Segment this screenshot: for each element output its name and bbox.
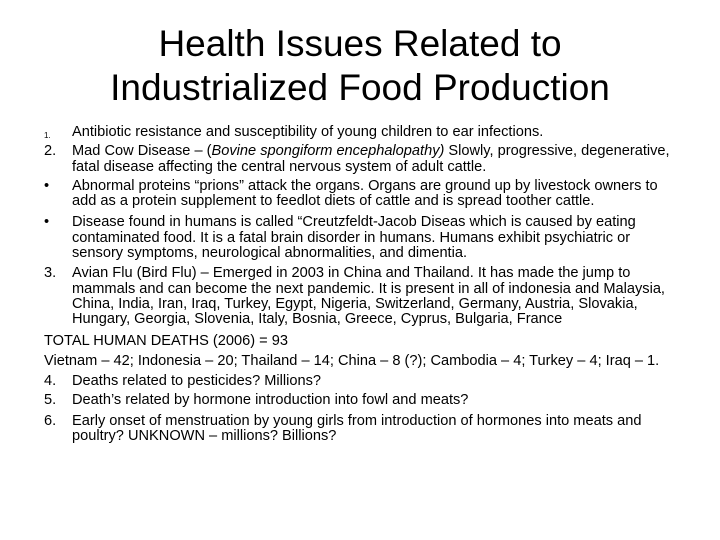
deaths-by-country <box>44 354 676 369</box>
list-item <box>44 266 676 327</box>
list-number: 4. <box>44 373 57 390</box>
list-text-lead: Mad Cow Disease – ( <box>72 143 212 160</box>
bullet-item <box>44 179 676 210</box>
bullet-text: Abnormal proteins “prions” attack the organs. Organs are ground up by livestock owners to add as a protein supplement to feedlot diets of cattle and is spread toother cattle. <box>72 177 658 210</box>
total-deaths-line <box>44 334 676 349</box>
list-number: 1. <box>44 131 51 140</box>
list-number: 2. <box>44 143 57 160</box>
list-text: Early onset of menstruation by young girls from introduction of hormones into meats and poultry? UNKNOWN – millions? Billions? <box>72 412 642 445</box>
list-item <box>44 393 676 408</box>
list-item <box>44 125 676 140</box>
bullet-icon: • <box>44 177 50 194</box>
list-item <box>44 144 676 175</box>
bullet-icon: • <box>44 214 50 231</box>
list-text-italic: Bovine spongiform encephalopathy) <box>211 143 445 160</box>
total-deaths-text: TOTAL HUMAN DEATHS (2006) = 93 <box>44 332 288 349</box>
bullet-text: Disease found in humans is called “Creutzfeldt-Jacob Diseas which is caused by eating contaminated food. It is a fatal brain disorder in humans. Humans exhibit psychiatric or sensory symptoms, neurological abnormalities, and dimentia. <box>72 214 636 262</box>
list-item <box>44 374 676 389</box>
list-text: Avian Flu (Bird Flu) – Emerged in 2003 in China and Thailand. It has made the jump to mammals and can become the next pandemic. It is present in all of indonesia and Malaysia, China, India, Iran, Iraq, Turkey, Egypt, Nigeria, Switzerland, Germany, Austria, Slovakia, Hungary, Georgia, Slovenia, Italy, Bosnia, Greece, Cyprus, Bulgaria, France <box>72 265 665 328</box>
list-number: 5. <box>44 392 57 409</box>
list-number: 3. <box>44 265 57 282</box>
list-text-tail: Slowly, progressive, degenerative, fatal disease affecting the central nervous system of adult cattle. <box>72 143 670 175</box>
list-number: 6. <box>44 412 57 429</box>
deaths-by-country-text: Vietnam – 42; Indonesia – 20; Thailand – 14; China – 8 (?); Cambodia – 4; Turkey – 4; Iraq – 1. <box>44 352 660 369</box>
list-text: Death’s related by hormone introduction into fowl and meats? <box>72 392 469 409</box>
slide-title <box>0 22 720 110</box>
slide-body <box>44 125 676 444</box>
bullet-item <box>44 215 676 261</box>
list-text: Deaths related to pesticides? Millions? <box>72 373 322 390</box>
title-line-1: Health Issues Related to <box>158 23 562 64</box>
list-item <box>44 414 676 445</box>
list-text: Antibiotic resistance and susceptibility of young children to ear infections. <box>72 124 544 140</box>
title-line-2: Industrialized Food Production <box>110 67 610 108</box>
